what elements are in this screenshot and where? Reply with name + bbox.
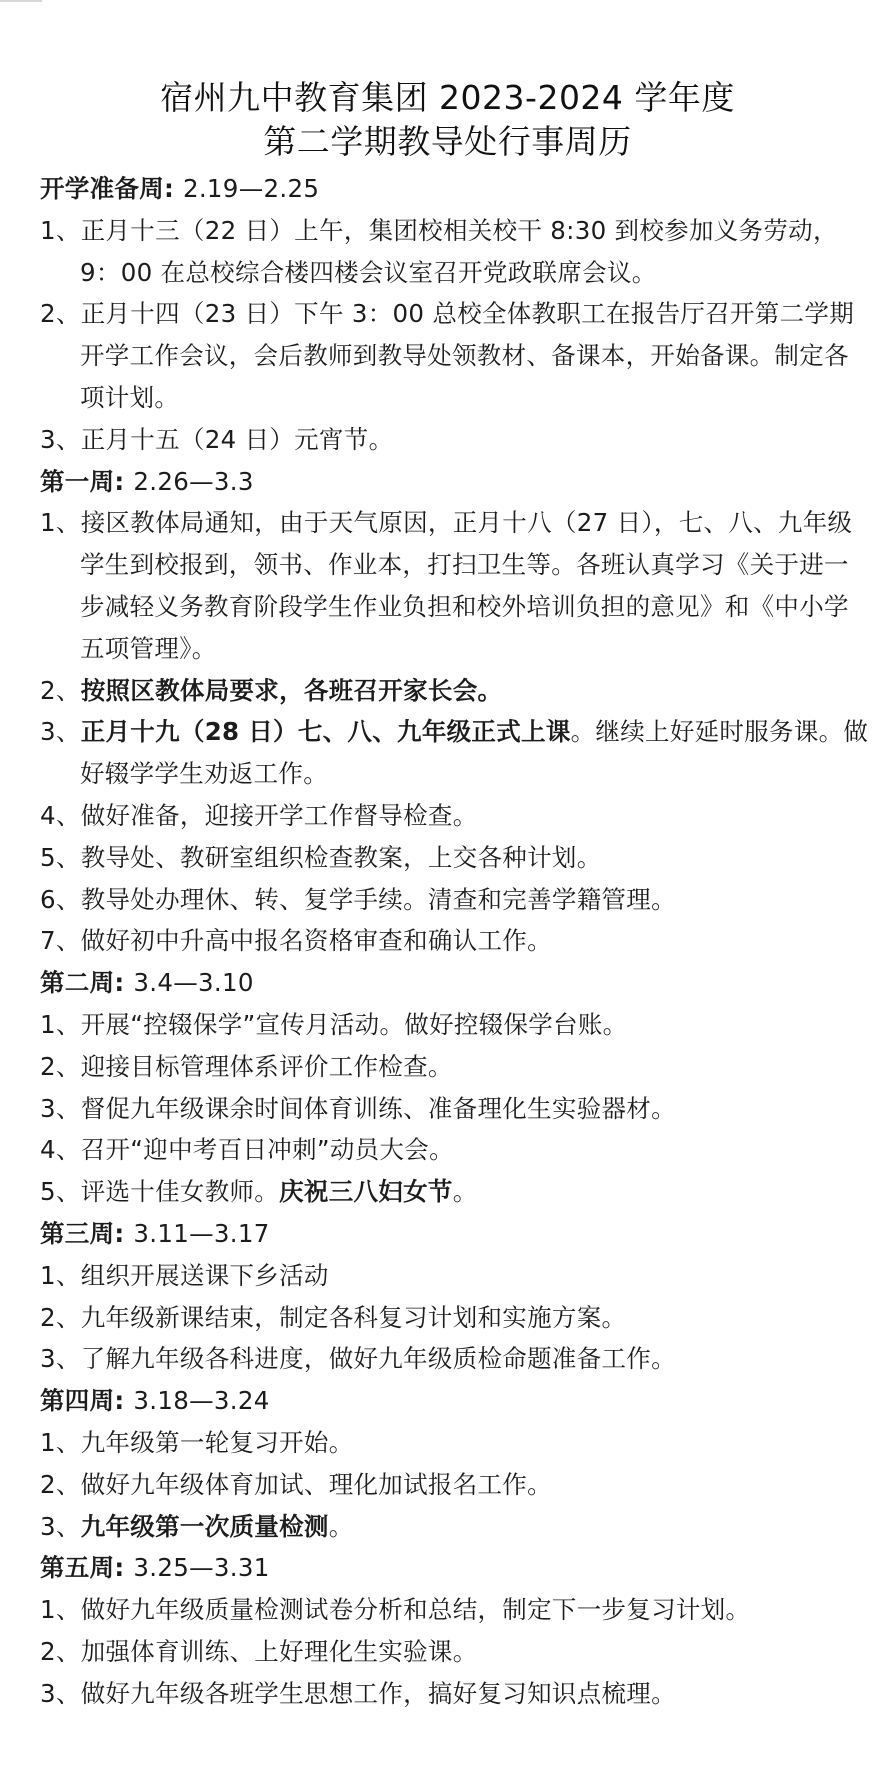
- schedule-item: [40, 1088, 870, 1130]
- item-number: 1、: [40, 215, 81, 245]
- item-number: 2、: [40, 1051, 81, 1081]
- item-text: 。继续上好延时服务课。做好辍学学生劝返工作。: [80, 717, 869, 789]
- item-number: 3、: [40, 717, 81, 747]
- schedule-item: [40, 1589, 870, 1631]
- week-separator: :: [114, 968, 134, 998]
- item-text: 。: [452, 1177, 478, 1207]
- item-number: 3、: [40, 1093, 81, 1123]
- week-date-range: 3.18—3.24: [133, 1386, 270, 1416]
- item-text: 加强体育训练、上好理化生实验课。: [80, 1636, 478, 1666]
- week-date-range: 3.11—3.17: [133, 1218, 270, 1248]
- week-heading: [40, 1380, 870, 1422]
- item-text: 了解九年级各科进度，做好九年级质检命题准备工作。: [80, 1344, 676, 1374]
- item-number: 4、: [40, 800, 81, 830]
- schedule-item: [40, 837, 870, 879]
- item-text: 督促九年级课余时间体育训练、准备理化生实验器材。: [80, 1093, 676, 1123]
- week-label: 第四周: [40, 1386, 115, 1416]
- week-separator: :: [114, 1553, 134, 1583]
- schedule-item: [40, 419, 870, 461]
- item-text: 做好九年级体育加试、理化加试报名工作。: [80, 1469, 552, 1499]
- item-text: 开展“控辍保学”宣传月活动。做好控辍保学台账。: [80, 1009, 628, 1039]
- item-number: 1、: [40, 1260, 81, 1290]
- item-text: 接区教体局通知，由于天气原因，正月十八（27 日），七、八、九年级学生到校报到，领书、作业本，打扫卫生等。各班认真学习《关于进一步减轻义务教育阶段学生作业负担和校外培训负担的意见》和《中小学五项管理》。: [80, 508, 853, 663]
- schedule-item: [40, 795, 870, 837]
- week-separator: :: [114, 466, 134, 496]
- item-text: 九年级第一轮复习开始。: [80, 1427, 354, 1457]
- item-number: 1、: [40, 1427, 81, 1457]
- item-number: 2、: [40, 1636, 81, 1666]
- week-date-range: 3.4—3.10: [133, 968, 254, 998]
- schedule-item: [40, 1171, 870, 1213]
- schedule-item: [40, 1255, 870, 1297]
- item-text: 。: [328, 1511, 354, 1541]
- item-number: 7、: [40, 926, 81, 956]
- item-number: 2、: [40, 1302, 81, 1332]
- schedule-item: [40, 1422, 870, 1464]
- schedule-item: [40, 293, 870, 418]
- item-text: 评选十佳女教师。: [80, 1177, 280, 1207]
- item-number: 2、: [40, 675, 81, 705]
- week-label: 第五周: [40, 1553, 115, 1583]
- week-heading: [40, 168, 870, 210]
- item-bold-text: 按照区教体局要求，各班召开家长会。: [80, 675, 503, 705]
- schedule-item: [40, 1297, 870, 1339]
- item-number: 2、: [40, 1469, 81, 1499]
- week-separator: :: [164, 174, 183, 203]
- schedule-item: [40, 879, 870, 921]
- schedule-item: [40, 1046, 870, 1088]
- item-text: 做好九年级质量检测试卷分析和总结，制定下一步复习计划。: [80, 1595, 751, 1625]
- item-text: 召开“迎中考百日冲刺”动员大会。: [80, 1135, 454, 1165]
- week-label: 第一周: [40, 466, 115, 496]
- item-text: 正月十四（23 日）下午 3：00 总校全体教职工在报告厅召开第二学期开学工作会议，会后教师到教导处领教材、备课本，开始备课。制定各项计划。: [80, 299, 855, 412]
- week-date-range: 2.26—3.3: [133, 466, 254, 496]
- item-bold-text: 正月十九（28 日）七、八、九年级正式上课: [80, 717, 571, 747]
- week-separator: :: [114, 1218, 134, 1248]
- week-separator: :: [114, 1386, 134, 1416]
- item-number: 3、: [40, 1511, 81, 1541]
- item-number: 6、: [40, 884, 81, 914]
- item-bold-text: 九年级第一次质量检测: [80, 1511, 329, 1541]
- item-number: 3、: [40, 1678, 81, 1708]
- schedule-item: [40, 210, 870, 294]
- item-number: 3、: [40, 424, 81, 454]
- item-text: 迎接目标管理体系评价工作检查。: [80, 1051, 453, 1081]
- schedule-item: [40, 920, 870, 962]
- item-text: 九年级新课结束，制定各科复习计划和实施方案。: [80, 1302, 627, 1332]
- item-text: 教导处、教研室组织检查教案，上交各种计划。: [80, 842, 602, 872]
- item-number: 5、: [40, 842, 81, 872]
- schedule-item: [40, 1338, 870, 1380]
- top-edge-mark: [0, 0, 42, 2]
- schedule-item: [40, 1129, 870, 1171]
- item-number: 1、: [40, 508, 81, 538]
- schedule-item: [40, 711, 870, 795]
- schedule-item: [40, 1506, 870, 1548]
- item-text: 做好准备，迎接开学工作督导检查。: [80, 800, 478, 830]
- item-number: 4、: [40, 1135, 81, 1165]
- week-label: 开学准备周: [40, 174, 164, 203]
- item-number: 3、: [40, 1344, 81, 1374]
- week-date-range: 3.25—3.31: [133, 1553, 270, 1583]
- schedule-item: [40, 670, 870, 712]
- week-heading: [40, 461, 870, 503]
- item-number: 5、: [40, 1177, 81, 1207]
- item-bold-text: 庆祝三八妇女节: [279, 1177, 453, 1207]
- item-number: 2、: [40, 299, 81, 329]
- schedule-item: [40, 1004, 870, 1046]
- week-heading: [40, 1213, 870, 1255]
- document-title-line1: 宿州九中教育集团 2023-2024 学年度: [160, 78, 735, 117]
- item-text: 组织开展送课下乡活动: [80, 1260, 329, 1290]
- week-heading: [40, 1547, 870, 1589]
- item-text: 做好九年级各班学生思想工作，搞好复习知识点梳理。: [80, 1678, 676, 1708]
- schedule-item: [40, 1631, 870, 1673]
- schedule-item: [40, 502, 870, 669]
- schedule-item: [40, 1464, 870, 1506]
- item-text: 正月十五（24 日）元宵节。: [80, 424, 394, 454]
- calendar-content: [40, 168, 870, 1714]
- week-heading: [40, 962, 870, 1004]
- week-label: 第三周: [40, 1218, 115, 1248]
- document-title-line2: 第二学期教导处行事周历: [263, 122, 632, 161]
- item-text: 正月十三（22 日）上午，集团校相关校干 8:30 到校参加义务劳动，9：00 在总校综合楼四楼会议室召开党政联席会议。: [80, 215, 838, 287]
- item-text: 教导处办理休、转、复学手续。清查和完善学籍管理。: [80, 884, 676, 914]
- week-date-range: 2.19—2.25: [182, 174, 320, 203]
- item-number: 1、: [40, 1595, 81, 1625]
- item-text: 做好初中升高中报名资格审查和确认工作。: [80, 926, 552, 956]
- week-label: 第二周: [40, 968, 115, 998]
- schedule-item: [40, 1673, 870, 1715]
- item-number: 1、: [40, 1009, 81, 1039]
